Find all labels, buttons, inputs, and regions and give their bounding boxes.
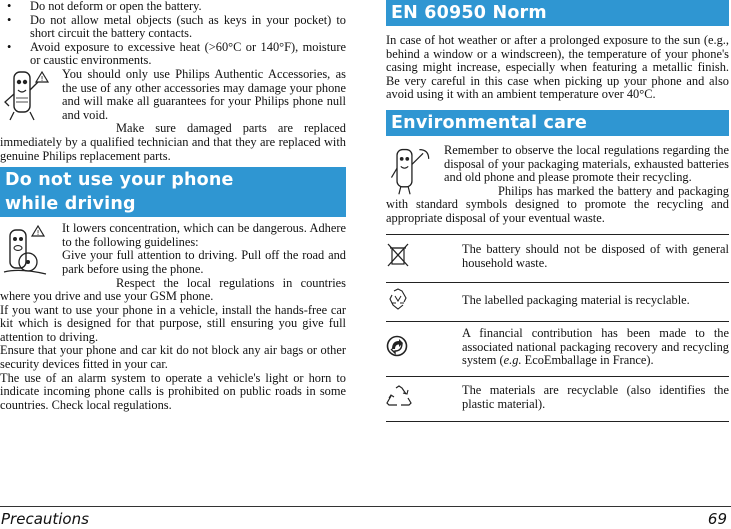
driving-paragraph-1: It lowers concentration, which can be dangerous. Adhere to the following guidelines: <box>62 221 346 249</box>
driving-paragraph-5: Ensure that your phone and car kit do not block any air bags or other security devices fitted in your car. <box>0 343 346 372</box>
driving-heading-line1: Do not use your phone <box>5 170 234 191</box>
recycle-loop-icon <box>386 287 410 311</box>
bullet-item <box>0 0 346 14</box>
page-number: 69 <box>707 510 727 528</box>
recycle-triangle-icon <box>386 385 412 407</box>
phone-mascot-recycle-icon <box>386 144 436 198</box>
driving-heading <box>0 167 346 217</box>
driving-paragraph-6: The use of an alarm system to operate a vehicle's light or horn to indicate incoming phone calls is prohibited on public roads in some countries. Check local regulations. <box>0 370 346 412</box>
bullet-text: Avoid exposure to excessive heat (>60°C or 140°F), moisture or caustic environments. <box>30 39 346 68</box>
norm-heading: EN 60950 Norm <box>386 0 729 26</box>
recycling-symbols-table <box>386 234 729 422</box>
green-dot-icon <box>386 335 408 357</box>
left-column <box>0 0 346 412</box>
phone-mascot-warning-icon <box>0 68 50 126</box>
environment-heading: Environmental care <box>386 110 729 136</box>
bullet-text: Do not allow metal objects (such as keys in your pocket) to short circuit the battery contacts. <box>30 12 346 41</box>
bullet-marker: • <box>7 12 12 27</box>
svg-text:!: ! <box>40 74 44 83</box>
symbol-text <box>462 321 729 376</box>
phone-mascot-driving-icon <box>0 222 50 280</box>
environment-paragraph-2: Philips has marked the battery and packaging with standard symbols designed to promote the recycling and appropriate disposal of your eventual waste. <box>386 183 729 225</box>
symbol-text-part: A financial contribution has been made to the associated national packaging recovery and recycling system ( <box>462 326 729 368</box>
driving-heading-line2: while driving <box>5 194 136 215</box>
bullet-text: Do not deform or open the battery. <box>30 0 202 13</box>
driving-paragraph-3: Respect the local regulations in countries where you drive and use your GSM phone. <box>0 275 346 304</box>
bullet-item <box>0 14 346 41</box>
bullet-marker: • <box>7 0 12 13</box>
bullet-marker: • <box>7 39 12 54</box>
symbol-text: The labelled packaging material is recyclable. <box>462 282 729 321</box>
right-column <box>386 0 729 422</box>
table-row <box>386 321 729 376</box>
symbol-text-italic: e.g. <box>503 353 522 368</box>
table-row <box>386 234 729 282</box>
footer-divider <box>0 506 731 507</box>
crossed-bin-icon <box>386 242 410 268</box>
parts-paragraph: Make sure damaged parts are replaced immediately by a qualified technician and that they are replaced with genuine Philips replacement parts. <box>0 121 346 163</box>
driving-paragraph-2: Give your full attention to driving. Pull off the road and park before using the phone. <box>62 248 346 276</box>
accessories-paragraph: You should only use Philips Authentic Accessories, as the use of any other accessories may damage your phone and will make all guarantees for your Philips phone null and void. <box>62 66 346 122</box>
symbol-text: The battery should not be disposed of with general household waste. <box>462 234 729 282</box>
symbol-text-part: EcoEmballage in France). <box>521 353 654 368</box>
symbol-text: The materials are recyclable (also identifies the plastic material). <box>462 376 729 421</box>
environment-paragraph-1: Remember to observe the local regulations regarding the disposal of your packaging materials, exhausted batteries and old phone and please promote their recycling. <box>444 142 729 185</box>
footer-section-title: Precautions <box>1 510 89 528</box>
driving-paragraph-4: If you want to use your phone in a vehicle, install the hands-free car kit which is designed for that purpose, still ensuring you give full attention to driving. <box>0 302 346 344</box>
bullet-item <box>0 41 346 68</box>
table-row <box>386 376 729 421</box>
norm-paragraph: In case of hot weather or after a prolonged exposure to the sun (e.g., behind a window or a windscreen), the temperature of your phone's casing might increase, especially when featuring a metallic finish. Be very careful in this case when picking up your phone and also avoid using it with an ambient temperature over 40°C. <box>386 33 729 102</box>
table-row <box>386 282 729 321</box>
svg-text:!: ! <box>36 229 40 238</box>
